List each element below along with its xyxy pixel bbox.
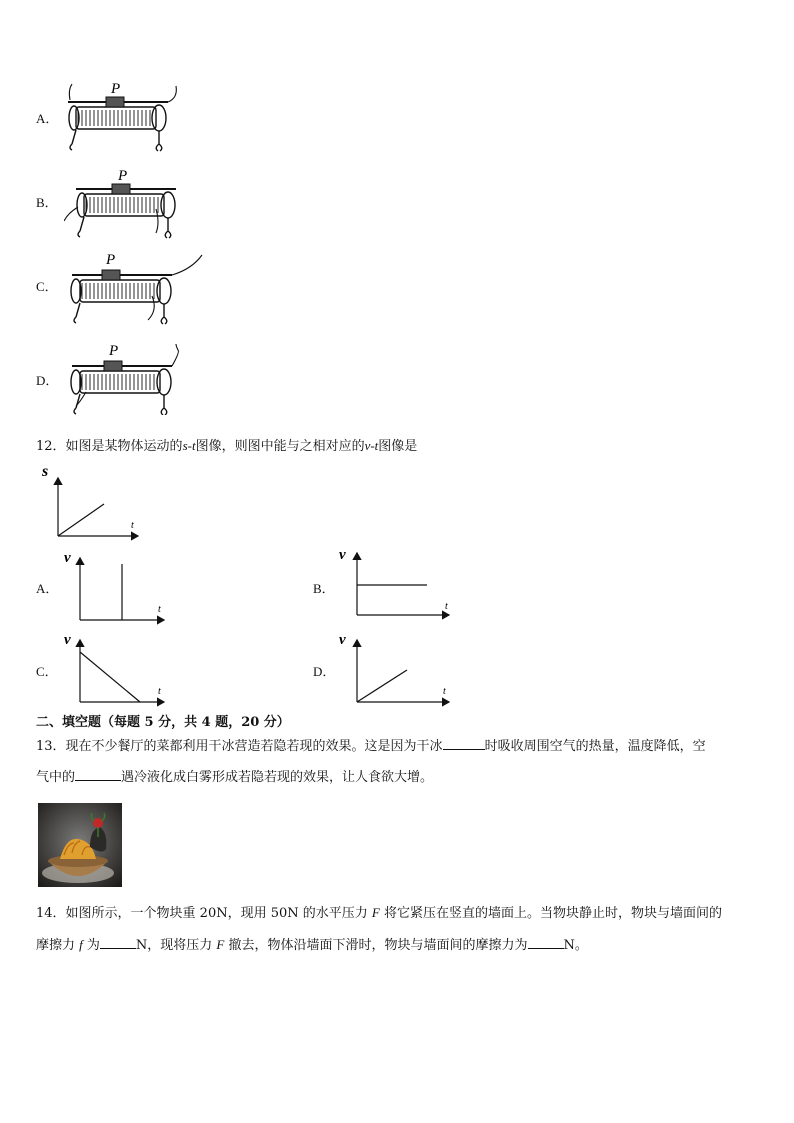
answer-blank[interactable] xyxy=(75,768,121,781)
option-label: B． xyxy=(313,581,335,596)
vt-line xyxy=(80,652,140,702)
rheostat-diagram xyxy=(64,165,214,240)
question-number: 13． xyxy=(36,739,66,754)
answer-blank[interactable] xyxy=(443,737,485,750)
vt-option-c[interactable] xyxy=(36,628,176,708)
x-axis-label: t xyxy=(158,686,161,697)
answer-blank[interactable] xyxy=(528,936,564,949)
slider-label: P xyxy=(111,81,121,97)
question-number: 14． xyxy=(36,906,66,921)
question-13-text: 13．现在不少餐厅的菜都利用干冰营造若隐若现的效果。这是因为干冰 时吸收周围空气的热量，温度降低，空 气中的 遇冷液化成白雾形成若隐若现的效果，让人食欲大增。 xyxy=(36,739,706,785)
option-label: C． xyxy=(36,279,58,294)
question-number: 12． xyxy=(36,439,66,454)
option-label: C． xyxy=(36,664,58,679)
y-axis-label: s xyxy=(42,463,49,480)
vt-graph xyxy=(62,548,172,628)
y-axis-label: v xyxy=(64,550,71,566)
option-label: A． xyxy=(36,581,59,596)
section-title: 二、填空题（每题 5 分，共 4 题，20 分） xyxy=(36,715,290,730)
y-axis-label: v xyxy=(339,547,346,563)
rheostat-diagram xyxy=(64,340,214,415)
vt-option-d[interactable] xyxy=(313,628,463,708)
slider-label: P xyxy=(118,168,128,184)
question-14-text: 14．如图所示，一个物块重 20N，现用 50N 的水平压力 F 将它紧压在竖直的墙面上。当物块静止时，物块与墙面间的 摩擦力 f 为 N，现将压力 F 撤去，物体沿墙面下滑时，物块与墙面间的摩擦力为 N。 xyxy=(36,905,723,953)
vt-graph xyxy=(339,628,459,708)
option-label: D． xyxy=(36,373,59,388)
rheostat-option-a[interactable] xyxy=(36,80,216,160)
slider-label: P xyxy=(109,343,119,359)
vt-graph xyxy=(339,545,459,625)
option-label: D． xyxy=(313,664,336,679)
y-axis-label: v xyxy=(64,632,71,648)
x-axis-label: t xyxy=(443,686,446,697)
vt-line xyxy=(357,670,407,702)
slider-label: P xyxy=(106,252,116,268)
vt-option-a[interactable] xyxy=(36,548,176,628)
x-axis-label: t xyxy=(131,520,134,531)
x-axis-label: t xyxy=(445,601,448,612)
st-graph xyxy=(38,458,148,544)
vt-option-b[interactable] xyxy=(313,545,463,625)
option-label: B． xyxy=(36,195,58,210)
rheostat-option-c[interactable] xyxy=(36,250,216,330)
rheostat-diagram xyxy=(64,80,214,155)
st-line xyxy=(58,504,104,536)
vt-graph xyxy=(62,628,172,708)
rheostat-option-d[interactable] xyxy=(36,340,216,420)
answer-blank[interactable] xyxy=(100,936,136,949)
x-axis-label: t xyxy=(158,604,161,615)
option-label: A． xyxy=(36,111,59,126)
rheostat-diagram xyxy=(64,250,214,325)
dry-ice-dish-photo xyxy=(38,803,122,887)
rheostat-option-b[interactable] xyxy=(36,165,216,245)
y-axis-label: v xyxy=(339,632,346,648)
question-12-text: 12．如图是某物体运动的s-t图像，则图中能与之相对应的v-t图像是 xyxy=(36,438,418,454)
